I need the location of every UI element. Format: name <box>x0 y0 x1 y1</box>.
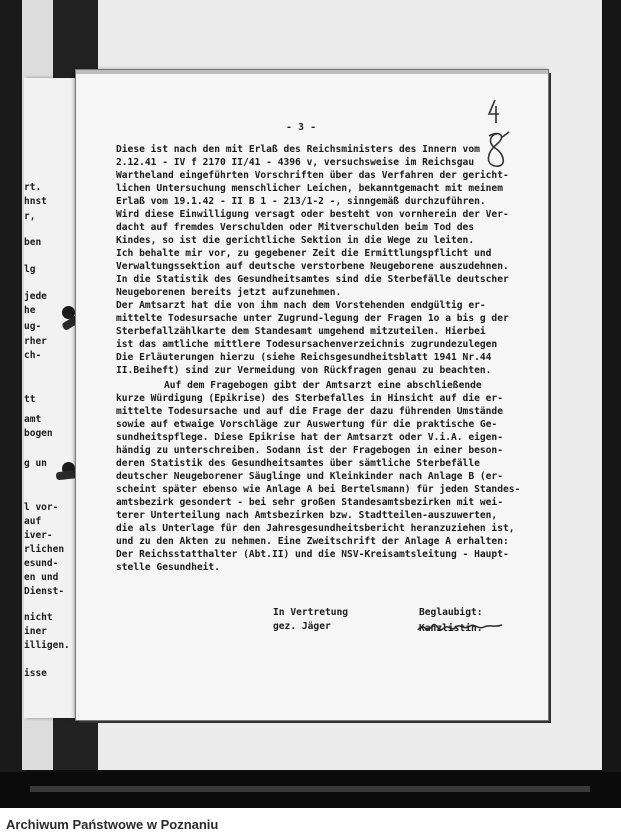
body-line: amtsbezirk gesondert - bei sehr großen Standesamtsbezirken mit wei- <box>116 497 503 508</box>
body-line: Kindes, so ist die gerichtliche Sektion in die Wege zu leiten. <box>116 235 475 246</box>
left-page-fragment-line: nicht <box>24 612 53 623</box>
body-line: scheint später ebenso wie Anlage A bei Bertelsmann) für jeden Standes- <box>116 484 521 495</box>
body-line: Diese ist nach den mit Erlaß des Reichsministers des Innern vom <box>116 144 480 155</box>
left-page-fragment-line: Dienst- <box>24 586 65 597</box>
signature-line: In Vertretung <box>273 607 349 618</box>
body-line: In die Statistik des Gesundheitsamtes sind die Sterbefälle deutscher <box>116 274 509 285</box>
left-page-fragment-line: auf <box>24 516 42 527</box>
body-line: Die Erläuterungen hierzu (siehe Reichsgesundheitsblatt 1941 Nr.44 <box>116 352 492 363</box>
body-line: die als Unterlage für den Jahresgesundheitsbericht heranzuziehen ist, <box>116 523 515 534</box>
body-line: kurze Würdigung (Epikrise) des Sterbefalles in Hinsicht auf die er- <box>116 393 503 404</box>
body-line: Der Reichsstatthalter (Abt.II) und die NSV-Kreisamtsleitung - Haupt- <box>116 549 509 560</box>
left-page-fragment-line: he <box>24 305 36 316</box>
film-edge-right <box>603 0 621 808</box>
left-page-fragment-line: en und <box>24 572 59 583</box>
left-page-fragment-line: ben <box>24 237 42 248</box>
left-page-fragment-line: r, <box>24 211 36 222</box>
left-page-fragment-line: iver- <box>24 530 53 541</box>
signature-line: Kanzlistin. <box>419 623 483 634</box>
film-border-bottom <box>0 772 621 808</box>
left-page-fragment-line: rt. <box>24 182 42 193</box>
pencil-mark-icon <box>481 130 511 170</box>
body-line: II.Beiheft) sind zur Vermeidung von Rückfragen genau zu beachten. <box>116 365 492 376</box>
body-line: Wird diese Einwilligung versagt oder besteht von vornherein der Ver- <box>116 209 509 220</box>
left-page-fragment-line: ch- <box>24 350 42 361</box>
left-page-fragment-line: l vor- <box>24 502 59 513</box>
body-line: händig zu unterschreiben. Sodann ist der Fragebogen in einer beson- <box>116 445 503 456</box>
page-top-fold <box>76 70 548 74</box>
body-line: mittelte Todesursache und auf die Frage der dazu führenden Umstände <box>116 406 503 417</box>
left-page-fragment-line: illigen. <box>24 640 70 651</box>
film-stripe <box>30 786 590 792</box>
left-page-fragment-line: rlichen <box>24 544 65 555</box>
left-page-fragment-line: amt <box>24 414 42 425</box>
document-page <box>76 70 548 720</box>
archive-footer <box>0 808 621 840</box>
body-line: Sterbefallzählkarte dem Standesamt umgehend mitzuteilen. Hierbei <box>116 326 486 337</box>
left-page-fragment-line: rher <box>24 336 47 347</box>
body-line: Ich behalte mir vor, zu gegebener Zeit die Ermittlungspflicht und <box>116 248 492 259</box>
left-page-fragment-line: iner <box>24 626 47 637</box>
left-page-fragment-line: esund- <box>24 558 59 569</box>
body-line: stelle Gesundheit. <box>116 562 220 573</box>
body-line: Erlaß vom 19.1.42 - II B 1 - 213/1-2 -, sinngemäß durchzuführen. <box>116 196 486 207</box>
body-line: Der Amtsarzt hat die von ihm nach dem Vorstehenden endgültig er- <box>116 300 486 311</box>
left-page-fragment-line: isse <box>24 668 47 679</box>
left-page-fragment-line: bogen <box>24 428 53 439</box>
body-line: lichen Untersuchung menschlicher Leichen, bekanntgemacht mit meinem <box>116 183 503 194</box>
body-line: sundheitspflege. Diese Epikrise hat der Amtsarzt oder V.i.A. eigen- <box>116 432 503 443</box>
body-line: deutscher Neugeborener Säuglinge und Kleinkinder nach Anlage B (er- <box>116 471 503 482</box>
body-line: Neugeborenen bereits jetzt aufzunehmen. <box>116 287 342 298</box>
body-line: dacht auf fremdes Verschulden oder Mitverschulden beim Tod des <box>116 222 475 233</box>
left-page-fragment-line: hnst <box>24 196 47 207</box>
signature-block-left <box>273 606 348 634</box>
body-line: Verwaltungssektion auf deutsche verstorbene Neugeborene auszudehnen. <box>116 261 509 272</box>
left-page-fragment-line: jede <box>24 291 47 302</box>
body-line: Auf dem Fragebogen gibt der Amtsarzt eine abschließende <box>164 380 482 391</box>
body-line: terer Unterteilung nach Amtsbezirken bzw. Stadtteilen-auszuwerten, <box>116 510 498 521</box>
signature-line: gez. Jäger <box>273 621 331 632</box>
signature-line: Beglaubigt: <box>419 607 483 618</box>
body-line: ist das amtliche mittlere Todesursachenverzeichnis zugrundezulegen <box>116 339 498 350</box>
body-line: Wartheland eingeführten Vorschriften über das Verfahren der gericht- <box>116 170 509 181</box>
body-line: und zu den Akten zu nehmen. Eine Zweitschrift der Anlage A erhalten: <box>116 536 509 547</box>
handwritten-signature-icon <box>416 618 506 640</box>
archive-name: Archiwum Państwowe w Poznaniu <box>6 816 219 832</box>
body-line: mittelte Todesursache unter Zugrund-legung der Fragen 1o a bis g der <box>116 313 509 324</box>
left-page-fragment-line: lg <box>24 264 36 275</box>
body-line: deren Statistik des Gesundheitsamtes über sämtliche Sterbefälle <box>116 458 480 469</box>
body-line: sowie auf etwaige Vorschläge zur Auswertung für die praktische Ge- <box>116 419 498 430</box>
body-line: 2.12.41 - IV f 2170 II/41 - 4396 v, versuchsweise im Reichsgau <box>116 157 475 168</box>
left-page-fragment-line: g un <box>24 458 47 469</box>
pencil-mark-icon <box>486 98 500 124</box>
page-number: - 3 - <box>286 122 317 133</box>
left-page-fragment-line: ug- <box>24 321 42 332</box>
left-page-fragment-line: tt <box>24 394 36 405</box>
